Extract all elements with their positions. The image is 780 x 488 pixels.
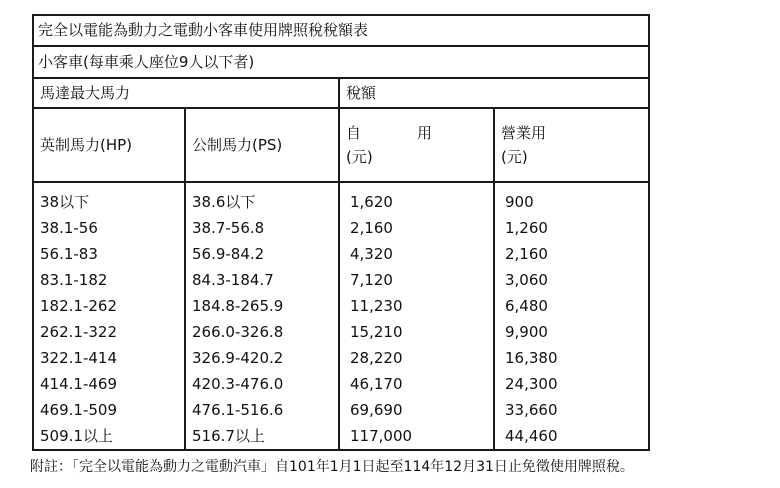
business-value: 16,380 bbox=[505, 349, 558, 367]
ps-column-header: 公制馬力(PS) bbox=[185, 108, 339, 182]
business-values-cell bbox=[494, 182, 649, 450]
private-value: 2,160 bbox=[350, 219, 393, 237]
private-value: 7,120 bbox=[350, 271, 393, 289]
business-use-label: 營業用 bbox=[501, 124, 547, 142]
ps-value: 38.6以下 bbox=[192, 193, 256, 211]
hp-value: 414.1-469 bbox=[40, 375, 117, 393]
ps-value: 266.0-326.8 bbox=[192, 323, 284, 341]
private-use-unit: (元) bbox=[346, 148, 373, 166]
business-value: 3,060 bbox=[505, 271, 548, 289]
private-value: 11,230 bbox=[350, 297, 403, 315]
hp-value: 56.1-83 bbox=[40, 245, 98, 263]
hp-values-cell bbox=[33, 182, 185, 450]
private-value: 28,220 bbox=[350, 349, 403, 367]
private-values-cell bbox=[339, 182, 494, 450]
business-value: 6,480 bbox=[505, 297, 548, 315]
private-value: 4,320 bbox=[350, 245, 393, 263]
business-value: 2,160 bbox=[505, 245, 548, 263]
private-value: 1,620 bbox=[350, 193, 393, 211]
hp-value: 83.1-182 bbox=[40, 271, 108, 289]
private-value: 15,210 bbox=[350, 323, 403, 341]
hp-value: 38以下 bbox=[40, 193, 90, 211]
business-use-column-header bbox=[494, 108, 649, 182]
ps-value: 56.9-84.2 bbox=[192, 245, 265, 263]
hp-value: 469.1-509 bbox=[40, 401, 117, 419]
private-use-column-header bbox=[339, 108, 494, 182]
hp-value: 262.1-322 bbox=[40, 323, 117, 341]
private-value: 46,170 bbox=[350, 375, 403, 393]
business-value: 900 bbox=[505, 193, 534, 211]
ps-value: 184.8-265.9 bbox=[192, 297, 284, 315]
ps-value: 420.3-476.0 bbox=[192, 375, 284, 393]
hp-column-header: 英制馬力(HP) bbox=[33, 108, 185, 182]
hp-value: 182.1-262 bbox=[40, 297, 117, 315]
business-value: 44,460 bbox=[505, 427, 558, 445]
ps-value: 84.3-184.7 bbox=[192, 271, 274, 289]
business-value: 1,260 bbox=[505, 219, 548, 237]
ps-values-cell bbox=[185, 182, 339, 450]
footnote: 附註：「完全以電能為動力之電動汽車」自101年1月1日起至114年12月31日止免徵使用牌照稅。 bbox=[30, 459, 634, 475]
private-use-label-a: 自 bbox=[346, 124, 362, 142]
tax-group-header: 稅額 bbox=[339, 78, 649, 108]
business-value: 24,300 bbox=[505, 375, 558, 393]
private-value: 69,690 bbox=[350, 401, 403, 419]
business-value: 33,660 bbox=[505, 401, 558, 419]
tax-table bbox=[32, 14, 650, 451]
ps-value: 476.1-516.6 bbox=[192, 401, 284, 419]
hp-value: 322.1-414 bbox=[40, 349, 117, 367]
business-value: 9,900 bbox=[505, 323, 548, 341]
hp-value: 509.1以上 bbox=[40, 427, 113, 445]
horsepower-group-header: 馬達最大馬力 bbox=[33, 78, 339, 108]
private-value: 117,000 bbox=[350, 427, 413, 445]
private-use-label-b: 用 bbox=[417, 124, 433, 142]
business-use-unit: (元) bbox=[501, 148, 528, 166]
ps-value: 326.9-420.2 bbox=[192, 349, 284, 367]
table-title: 完全以電能為動力之電動小客車使用牌照稅稅額表 bbox=[33, 15, 649, 46]
ps-value: 38.7-56.8 bbox=[192, 219, 265, 237]
ps-value: 516.7以上 bbox=[192, 427, 265, 445]
hp-value: 38.1-56 bbox=[40, 219, 98, 237]
table-subtitle: 小客車(每車乘人座位9人以下者) bbox=[33, 46, 649, 78]
